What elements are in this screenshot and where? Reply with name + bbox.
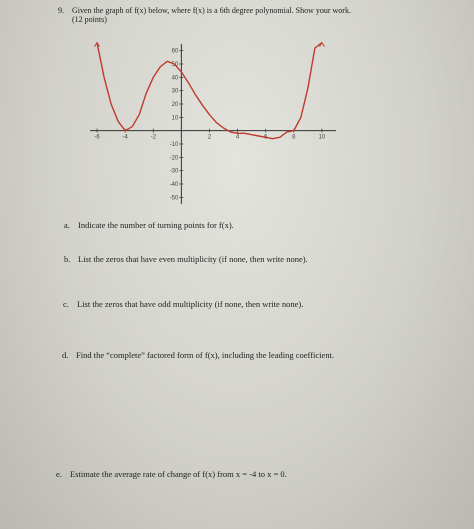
part-c-text: List the zeros that have odd multiplicity (if none, then write none).: [77, 299, 304, 309]
x-tick-label: -2: [150, 134, 156, 141]
x-tick-label: -4: [122, 134, 128, 141]
x-tick-label: 4: [235, 134, 240, 141]
part-d: [62, 350, 334, 360]
part-d-label: d.: [62, 350, 69, 360]
part-e-text: Estimate the average rate of change of f(x) from x = -4 to x = 0.: [70, 469, 287, 479]
part-c-label: c.: [63, 299, 69, 309]
part-d-text: Find the “complete” factored form of f(x), including the leading coefficient.: [76, 350, 335, 360]
y-tick-label: -20: [169, 155, 179, 162]
y-tick-label: 40: [171, 75, 179, 82]
y-tick-label: 60: [171, 48, 179, 55]
part-c: [63, 299, 303, 309]
question-points: (12 points): [72, 15, 107, 24]
y-tick-label: -30: [169, 168, 179, 175]
y-tick-label: 50: [171, 62, 179, 68]
part-a: [64, 220, 234, 230]
part-b-text: List the zeros that have even multiplicity (if none, then write none).: [78, 254, 308, 264]
part-b-label: b.: [64, 254, 71, 264]
x-tick-label: 2: [207, 134, 212, 141]
part-b: [64, 254, 308, 264]
y-tick-label: 30: [171, 88, 179, 95]
part-a-label: a.: [64, 220, 70, 230]
y-tick-label: 10: [171, 115, 179, 122]
part-a-text: Indicate the number of turning points for f(x).: [78, 220, 234, 230]
x-tick-label: 10: [318, 134, 326, 141]
x-tick-label: -6: [94, 134, 100, 141]
polynomial-curve: [97, 43, 322, 139]
question-number: 9.: [58, 6, 64, 15]
y-tick-label: -50: [169, 195, 179, 202]
x-tick-label: 6: [264, 134, 268, 141]
y-tick-label: -40: [169, 182, 179, 188]
x-tick-label: 8: [292, 134, 296, 141]
polynomial-graph: [86, 38, 342, 210]
y-tick-label: 20: [171, 102, 179, 108]
question-text: Given the graph of f(x) below, where f(x) is a 6th degree polynomial. Show your work.: [72, 6, 351, 15]
y-tick-label: -10: [169, 142, 179, 148]
part-e-label: e.: [56, 469, 62, 479]
part-e: [56, 469, 287, 479]
question-header: [58, 6, 458, 24]
